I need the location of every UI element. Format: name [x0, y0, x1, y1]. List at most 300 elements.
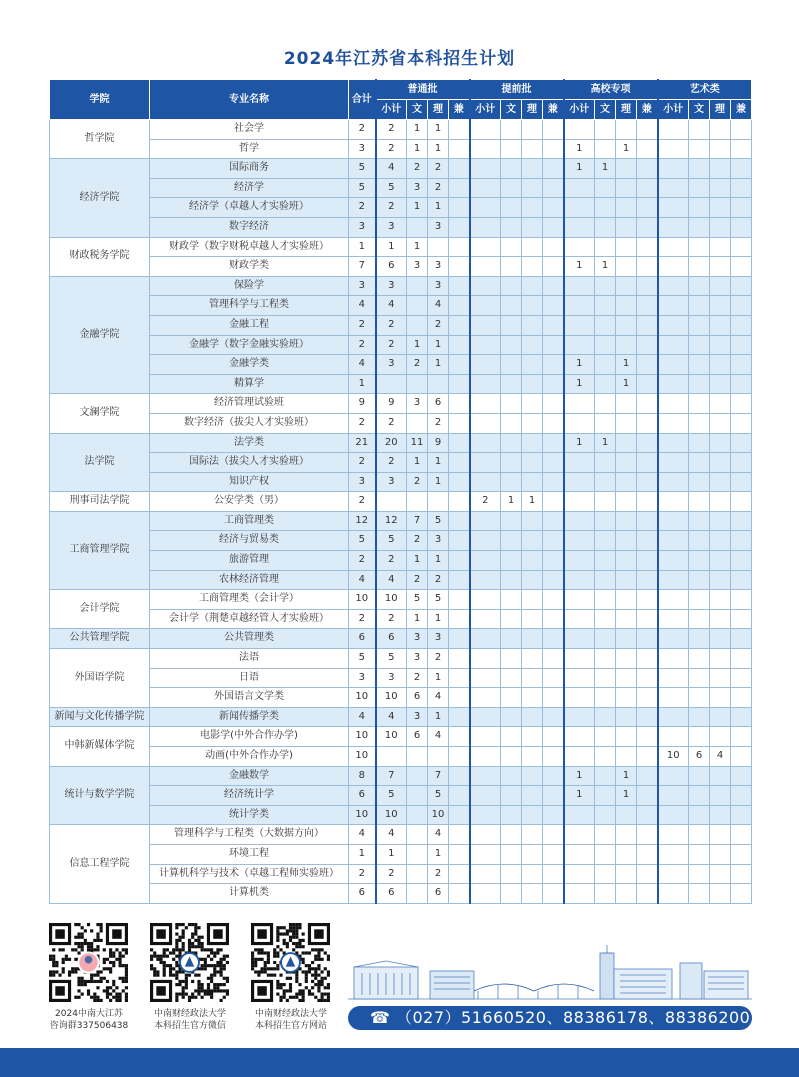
major-name: 财政学（数字财税卓越人才实验班）	[150, 237, 349, 257]
table-row	[50, 394, 752, 414]
qr3-caption	[236, 1008, 346, 1032]
total-cell: 3	[349, 276, 376, 296]
quota-cell	[470, 707, 501, 727]
college-name: 经济学院	[50, 159, 150, 237]
quota-cell: 2	[428, 570, 449, 590]
quota-cell	[595, 355, 616, 375]
quota-cell	[616, 413, 637, 433]
college-name: 刑事司法学院	[50, 492, 150, 512]
table-header	[50, 80, 752, 120]
quota-cell	[710, 551, 731, 571]
quota-cell	[449, 864, 470, 884]
quota-cell: 3	[428, 629, 449, 649]
quota-cell	[407, 374, 428, 394]
table-body	[50, 120, 752, 904]
quota-cell	[543, 492, 564, 512]
quota-cell	[522, 453, 543, 473]
total-cell: 2	[349, 413, 376, 433]
quota-cell	[564, 825, 595, 845]
quota-cell	[637, 805, 658, 825]
quota-cell	[564, 864, 595, 884]
quota-cell	[501, 864, 522, 884]
major-name: 数字经济（拔尖人才实验班）	[150, 413, 349, 433]
quota-cell	[710, 120, 731, 140]
quota-cell	[407, 805, 428, 825]
quota-cell	[710, 884, 731, 904]
total-cell: 10	[349, 747, 376, 767]
quota-cell	[470, 276, 501, 296]
major-name: 金融工程	[150, 315, 349, 335]
quota-cell: 4	[428, 727, 449, 747]
quota-cell	[658, 394, 689, 414]
total-cell: 2	[349, 551, 376, 571]
quota-cell	[595, 570, 616, 590]
quota-cell	[543, 805, 564, 825]
quota-cell	[470, 786, 501, 806]
quota-cell	[689, 217, 710, 237]
quota-cell	[522, 649, 543, 669]
quota-cell	[470, 727, 501, 747]
quota-cell	[470, 531, 501, 551]
quota-cell	[543, 531, 564, 551]
quota-cell	[501, 413, 522, 433]
quota-cell	[407, 844, 428, 864]
total-cell: 1	[349, 237, 376, 257]
major-name: 知识产权	[150, 472, 349, 492]
quota-cell	[470, 296, 501, 316]
quota-cell	[689, 335, 710, 355]
quota-cell	[689, 433, 710, 453]
quota-cell	[501, 178, 522, 198]
quota-cell	[595, 237, 616, 257]
header-total: 合计	[349, 80, 376, 120]
quota-cell	[616, 531, 637, 551]
quota-cell	[501, 355, 522, 375]
quota-cell	[731, 747, 752, 767]
quota-cell	[637, 688, 658, 708]
quota-cell	[449, 825, 470, 845]
quota-cell	[564, 296, 595, 316]
quota-cell	[501, 374, 522, 394]
total-cell: 2	[349, 492, 376, 512]
enrollment-table	[49, 79, 752, 904]
quota-cell	[501, 335, 522, 355]
quota-cell	[658, 237, 689, 257]
quota-cell	[501, 805, 522, 825]
quota-cell	[470, 511, 501, 531]
major-name: 经济与贸易类	[150, 531, 349, 551]
quota-cell	[595, 766, 616, 786]
quota-cell: 1	[501, 492, 522, 512]
qr-code-website[interactable]	[251, 923, 330, 1002]
quota-cell: 1	[564, 766, 595, 786]
quota-cell: 2	[407, 355, 428, 375]
quota-cell	[449, 413, 470, 433]
quota-cell	[710, 629, 731, 649]
quota-cell	[731, 727, 752, 747]
quota-cell: 1	[564, 139, 595, 159]
quota-cell	[564, 590, 595, 610]
quota-cell: 5	[428, 590, 449, 610]
quota-cell	[731, 629, 752, 649]
quota-cell	[407, 296, 428, 316]
quota-cell	[731, 413, 752, 433]
total-cell: 4	[349, 707, 376, 727]
quota-cell	[501, 472, 522, 492]
quota-cell: 2	[376, 453, 407, 473]
quota-cell	[470, 198, 501, 218]
major-name: 工商管理类（会计学）	[150, 590, 349, 610]
quota-cell	[731, 217, 752, 237]
quota-cell: 4	[428, 296, 449, 316]
quota-cell	[658, 120, 689, 140]
quota-cell	[522, 825, 543, 845]
table-row	[50, 551, 752, 571]
quota-cell	[449, 805, 470, 825]
quota-cell	[710, 707, 731, 727]
major-name: 保险学	[150, 276, 349, 296]
quota-cell: 1	[428, 609, 449, 629]
quota-cell	[449, 570, 470, 590]
quota-cell	[470, 472, 501, 492]
major-name: 会计学（荆楚卓越经管人才实验班）	[150, 609, 349, 629]
quota-cell	[522, 511, 543, 531]
quota-cell	[407, 276, 428, 296]
quota-cell	[470, 217, 501, 237]
major-name: 国际商务	[150, 159, 349, 179]
quota-cell	[616, 688, 637, 708]
quota-cell	[637, 453, 658, 473]
quota-cell	[616, 844, 637, 864]
quota-cell	[637, 492, 658, 512]
quota-cell	[501, 453, 522, 473]
quota-cell	[564, 511, 595, 531]
quota-cell: 1	[407, 335, 428, 355]
quota-cell	[564, 276, 595, 296]
quota-cell	[616, 727, 637, 747]
quota-cell	[658, 805, 689, 825]
quota-cell	[731, 884, 752, 904]
quota-cell	[658, 413, 689, 433]
quota-cell	[449, 492, 470, 512]
subheader-cell: 理	[616, 100, 637, 120]
quota-cell	[522, 864, 543, 884]
quota-cell	[710, 688, 731, 708]
quota-cell	[731, 472, 752, 492]
quota-cell	[689, 884, 710, 904]
quota-cell: 6	[428, 884, 449, 904]
quota-cell: 3	[407, 649, 428, 669]
quota-cell	[658, 609, 689, 629]
table-row	[50, 374, 752, 394]
quota-cell	[449, 668, 470, 688]
qr-code-wechat-group[interactable]	[49, 923, 128, 1002]
quota-cell	[449, 629, 470, 649]
quota-cell	[449, 766, 470, 786]
quota-cell: 2	[407, 472, 428, 492]
quota-cell	[689, 864, 710, 884]
quota-cell	[543, 649, 564, 669]
quota-cell	[689, 120, 710, 140]
quota-cell	[637, 296, 658, 316]
major-name: 农林经济管理	[150, 570, 349, 590]
quota-cell	[689, 257, 710, 277]
major-name: 统计学类	[150, 805, 349, 825]
quota-cell	[595, 864, 616, 884]
quota-cell	[470, 120, 501, 140]
quota-cell: 5	[376, 531, 407, 551]
quota-cell	[731, 609, 752, 629]
quota-cell: 20	[376, 433, 407, 453]
quota-cell	[407, 786, 428, 806]
quota-cell: 3	[376, 355, 407, 375]
quota-cell	[522, 433, 543, 453]
quota-cell	[689, 668, 710, 688]
quota-cell	[564, 668, 595, 688]
quota-cell: 5	[376, 786, 407, 806]
quota-cell	[543, 590, 564, 610]
quota-cell	[522, 198, 543, 218]
quota-cell	[595, 315, 616, 335]
total-cell: 2	[349, 609, 376, 629]
subheader-cell: 文	[501, 100, 522, 120]
college-name: 中韩新媒体学院	[50, 727, 150, 766]
major-name: 管理科学与工程类（大数据方向）	[150, 825, 349, 845]
quota-cell	[731, 453, 752, 473]
quota-cell	[595, 727, 616, 747]
quota-cell	[449, 198, 470, 218]
quota-cell	[595, 747, 616, 767]
quota-cell	[564, 394, 595, 414]
quota-cell	[710, 511, 731, 531]
quota-cell	[543, 276, 564, 296]
quota-cell	[501, 139, 522, 159]
quota-cell	[689, 453, 710, 473]
table-row	[50, 668, 752, 688]
quota-cell	[470, 237, 501, 257]
table-row	[50, 492, 752, 512]
quota-cell: 1	[595, 159, 616, 179]
quota-cell	[637, 413, 658, 433]
quota-cell	[595, 178, 616, 198]
quota-cell: 10	[428, 805, 449, 825]
quota-cell: 10	[658, 747, 689, 767]
quota-cell	[470, 844, 501, 864]
phone-bar[interactable]	[348, 1006, 752, 1030]
quota-cell: 3	[428, 276, 449, 296]
major-name: 经济学（卓越人才实验班）	[150, 198, 349, 218]
quota-cell	[658, 335, 689, 355]
quota-cell	[449, 139, 470, 159]
quota-cell	[710, 727, 731, 747]
quota-cell: 2	[407, 668, 428, 688]
quota-cell	[522, 276, 543, 296]
quota-cell	[543, 433, 564, 453]
quota-cell: 1	[407, 551, 428, 571]
quota-cell	[449, 276, 470, 296]
quota-cell	[564, 688, 595, 708]
quota-cell	[689, 805, 710, 825]
quota-cell	[658, 159, 689, 179]
quota-cell	[637, 884, 658, 904]
quota-cell	[616, 472, 637, 492]
qr-code-wechat-official[interactable]	[150, 923, 229, 1002]
quota-cell: 2	[376, 198, 407, 218]
major-name: 动画(中外合作办学)	[150, 747, 349, 767]
table-row	[50, 120, 752, 140]
quota-cell: 1	[616, 355, 637, 375]
quota-cell	[595, 805, 616, 825]
quota-cell	[689, 590, 710, 610]
quota-cell	[637, 139, 658, 159]
quota-cell	[616, 668, 637, 688]
quota-cell	[689, 688, 710, 708]
quota-cell	[710, 453, 731, 473]
quota-cell	[658, 844, 689, 864]
quota-cell	[543, 178, 564, 198]
quota-cell	[710, 609, 731, 629]
quota-cell: 4	[376, 825, 407, 845]
quota-cell: 5	[407, 590, 428, 610]
subheader-cell: 兼	[449, 100, 470, 120]
quota-cell	[470, 413, 501, 433]
quota-cell: 1	[616, 786, 637, 806]
quota-cell	[522, 315, 543, 335]
total-cell: 10	[349, 590, 376, 610]
quota-cell: 1	[616, 374, 637, 394]
table-row	[50, 178, 752, 198]
quota-cell: 1	[522, 492, 543, 512]
quota-cell	[689, 511, 710, 531]
quota-cell	[449, 374, 470, 394]
quota-cell: 1	[595, 433, 616, 453]
quota-cell	[710, 531, 731, 551]
header-group-special: 高校专项	[564, 80, 658, 100]
quota-cell	[731, 276, 752, 296]
major-name: 环境工程	[150, 844, 349, 864]
total-cell: 9	[349, 394, 376, 414]
quota-cell	[731, 237, 752, 257]
subheader-cell: 兼	[731, 100, 752, 120]
quota-cell	[616, 609, 637, 629]
subheader-cell: 小计	[564, 100, 595, 120]
quota-cell	[449, 472, 470, 492]
quota-cell	[637, 472, 658, 492]
quota-cell	[501, 825, 522, 845]
quota-cell	[543, 786, 564, 806]
quota-cell	[731, 492, 752, 512]
quota-cell	[731, 590, 752, 610]
quota-cell	[731, 805, 752, 825]
quota-cell	[564, 727, 595, 747]
table-row	[50, 159, 752, 179]
quota-cell	[501, 649, 522, 669]
quota-cell	[449, 237, 470, 257]
quota-cell	[595, 688, 616, 708]
quota-cell: 1	[428, 453, 449, 473]
quota-cell	[637, 864, 658, 884]
total-cell: 6	[349, 629, 376, 649]
quota-cell	[449, 609, 470, 629]
quota-cell	[710, 433, 731, 453]
quota-cell	[449, 511, 470, 531]
quota-cell	[470, 590, 501, 610]
quota-cell	[543, 844, 564, 864]
quota-cell: 1	[428, 355, 449, 375]
quota-cell	[658, 825, 689, 845]
quota-cell	[449, 747, 470, 767]
quota-cell	[449, 551, 470, 571]
quota-cell	[689, 139, 710, 159]
quota-cell: 6	[428, 394, 449, 414]
quota-cell	[501, 668, 522, 688]
quota-cell	[616, 198, 637, 218]
quota-cell	[595, 844, 616, 864]
quota-cell	[564, 492, 595, 512]
quota-cell	[616, 120, 637, 140]
quota-cell: 5	[376, 649, 407, 669]
quota-cell	[637, 198, 658, 218]
quota-cell	[407, 766, 428, 786]
quota-cell	[428, 747, 449, 767]
quota-cell	[637, 609, 658, 629]
quota-cell	[543, 864, 564, 884]
quota-cell	[470, 551, 501, 571]
quota-cell	[637, 178, 658, 198]
quota-cell	[658, 453, 689, 473]
quota-cell	[637, 355, 658, 375]
table-row	[50, 511, 752, 531]
quota-cell	[689, 198, 710, 218]
quota-cell	[522, 805, 543, 825]
quota-cell: 1	[428, 120, 449, 140]
quota-cell	[501, 394, 522, 414]
quota-cell	[689, 394, 710, 414]
quota-cell	[564, 844, 595, 864]
quota-cell	[689, 825, 710, 845]
quota-cell	[637, 335, 658, 355]
quota-cell	[522, 629, 543, 649]
quota-cell	[689, 374, 710, 394]
quota-cell	[501, 237, 522, 257]
quota-cell: 1	[407, 198, 428, 218]
quota-cell	[449, 884, 470, 904]
quota-cell	[522, 217, 543, 237]
quota-cell: 1	[564, 433, 595, 453]
qr2-caption-line1: 中南财经政法大学	[153, 1009, 226, 1019]
quota-cell: 3	[376, 472, 407, 492]
quota-cell: 3	[428, 257, 449, 277]
quota-cell	[658, 590, 689, 610]
quota-cell	[637, 727, 658, 747]
quota-cell: 2	[428, 649, 449, 669]
quota-cell	[595, 511, 616, 531]
quota-cell: 10	[376, 727, 407, 747]
quota-cell	[637, 120, 658, 140]
college-name: 信息工程学院	[50, 825, 150, 903]
quota-cell	[564, 629, 595, 649]
quota-cell	[543, 374, 564, 394]
quota-cell	[522, 766, 543, 786]
quota-cell	[470, 139, 501, 159]
college-name: 金融学院	[50, 276, 150, 394]
total-cell: 5	[349, 649, 376, 669]
quota-cell	[658, 472, 689, 492]
major-name: 公安学类（男）	[150, 492, 349, 512]
major-name: 金融数学	[150, 766, 349, 786]
quota-cell	[543, 511, 564, 531]
total-cell: 10	[349, 805, 376, 825]
